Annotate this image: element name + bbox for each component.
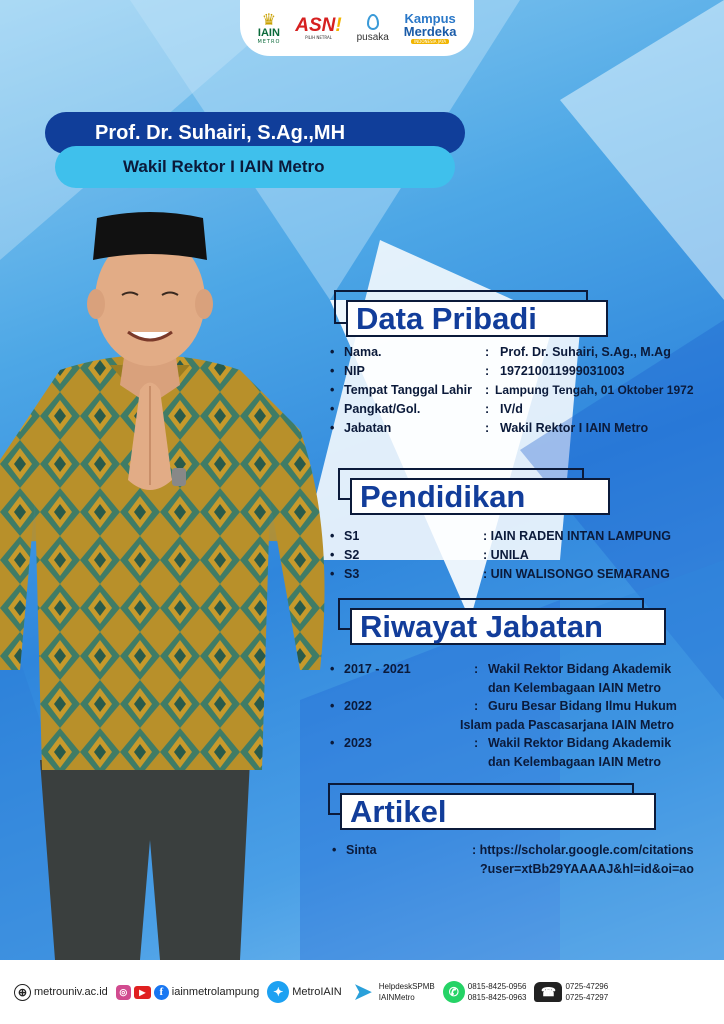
asn-logo-sub: PILIH NETRAL: [305, 35, 332, 40]
twitter-handle: MetroIAIN: [292, 986, 342, 998]
data-pribadi-title: Data Pribadi: [356, 301, 537, 336]
facebook-icon: f: [154, 985, 169, 1000]
kampus-merdeka-logo: [404, 12, 457, 44]
scholar-link-line2[interactable]: ?user=xtBb29YAAAAJ&hl=id&oi=ao: [480, 862, 694, 876]
pusaka-logo-text: pusaka: [356, 31, 389, 43]
iain-logo-sub: METRO: [257, 38, 281, 45]
telegram-icon: ➤: [353, 979, 372, 1004]
item-value: Wakil Rektor I IAIN Metro: [500, 421, 649, 435]
item-value: IV/d: [500, 402, 523, 416]
scholar-link-line1[interactable]: : https://scholar.google.com/citations: [472, 843, 694, 857]
item-label: Nama.: [344, 345, 382, 359]
item-label: Sinta: [346, 843, 377, 857]
crown-icon: ♛: [261, 9, 277, 29]
drop-icon: [367, 14, 379, 30]
footer-website[interactable]: [14, 984, 108, 1001]
wa-number-2: 0815-8425-0963: [467, 993, 527, 1002]
asn-logo-text: ASN!: [295, 15, 342, 36]
item-label: S2: [344, 548, 360, 562]
riwayat-list: • 2017 - 2021 : Wakil Rektor Bidang Akademik dan Kelembagaan IAIN Metro • 2022 : Guru Besar Bidang Ilmu Hukum Islam pada Pascasarjana IAIN Metro • 2023 : Wakil Rektor Bidang Akademik dan Kelembagaan IAIN Metro: [330, 662, 677, 769]
item-value-line1: Wakil Rektor Bidang Akademik: [488, 662, 672, 676]
website-text: metrouniv.ac.id: [34, 986, 108, 998]
pendidikan-title: Pendidikan: [360, 479, 526, 514]
asn-logo: [295, 16, 341, 40]
footer-bar: [0, 960, 724, 1024]
data-pribadi-list: • Nama. : Prof. Dr. Suhairi, S.Ag., M.Ag • NIP : 197210011999031003 • Tempat Tanggal Lahir : Lampung Tengah, 01 Oktober 1972 • Pangkat/Gol. : IV/d • Jabatan : Wakil Rektor I IAIN Metro: [330, 345, 694, 435]
logo-bar: [240, 0, 474, 56]
item-label: S1: [344, 529, 360, 543]
kampus-merdeka-line1: Kampus: [404, 11, 456, 26]
item-label: Tempat Tanggal Lahir: [344, 383, 473, 397]
item-separator: :: [474, 699, 479, 713]
person-name: Prof. Dr. Suhairi, S.Ag.,MH: [95, 121, 346, 144]
item-separator: :: [485, 364, 490, 378]
item-value-line2: dan Kelembagaan IAIN Metro: [488, 681, 661, 695]
item-separator: :: [485, 402, 490, 416]
item-label: Jabatan: [344, 421, 392, 435]
item-separator: :: [474, 736, 479, 750]
section-riwayat-heading: [338, 598, 666, 646]
item-value: 197210011999031003: [500, 364, 625, 378]
footer-social[interactable]: [116, 985, 259, 1000]
helpdesk-line1: HelpdeskSPMB: [378, 982, 435, 991]
role-banner: [55, 146, 455, 188]
footer-whatsapp[interactable]: [443, 981, 527, 1003]
item-separator: :: [474, 662, 479, 676]
section-artikel-heading: [328, 783, 656, 831]
tel-number-1: 0725-47296: [565, 982, 609, 991]
social-handle: iainmetrolampung: [171, 986, 260, 998]
item-label: Pangkat/Gol.: [344, 402, 421, 416]
helpdesk-text: [379, 981, 435, 1003]
item-separator: :: [485, 421, 490, 435]
item-value-line1: Wakil Rektor Bidang Akademik: [488, 736, 672, 750]
kampus-merdeka-sub: INDONESIA JAYA: [411, 39, 449, 44]
footer-twitter[interactable]: [267, 981, 342, 1003]
item-value: Prof. Dr. Suhairi, S.Ag., M.Ag: [500, 345, 671, 359]
item-value-line2: Islam pada Pascasarjana IAIN Metro: [460, 718, 674, 732]
kampus-merdeka-line2: Merdeka: [403, 24, 457, 39]
globe-icon: ⊕: [14, 984, 31, 1001]
iain-logo-text: IAIN: [257, 26, 280, 39]
tel-number-2: 0725-47297: [565, 993, 609, 1002]
item-label: S3: [344, 567, 360, 581]
iain-logo: [257, 9, 281, 45]
whatsapp-numbers: [468, 981, 527, 1003]
instagram-icon: ◎: [116, 985, 131, 1000]
footer-helpdesk[interactable]: [350, 981, 435, 1003]
item-separator: :: [485, 345, 490, 359]
item-value-line1: Guru Besar Bidang Ilmu Hukum: [488, 699, 677, 713]
section-pendidikan-heading: [338, 468, 610, 516]
item-value-line2: dan Kelembagaan IAIN Metro: [488, 755, 661, 769]
pusaka-logo: [357, 14, 389, 43]
item-separator: :: [485, 383, 490, 397]
twitter-icon: ✦: [267, 981, 289, 1003]
item-value: Lampung Tengah, 01 Oktober 1972: [495, 383, 694, 397]
helpdesk-line2: IAINMetro: [378, 993, 415, 1002]
youtube-icon: ▶: [134, 986, 151, 999]
artikel-list: • Sinta : https://scholar.google.com/citations ?user=xtBb29YAAAAJ&hl=id&oi=ao: [332, 843, 694, 876]
telephone-numbers: [565, 981, 608, 1003]
item-label: 2017 - 2021: [344, 662, 411, 676]
telephone-icon: ☎: [534, 982, 562, 1002]
item-label: NIP: [344, 364, 365, 378]
person-role: Wakil Rektor I IAIN Metro: [123, 157, 325, 176]
item-label: 2023: [344, 736, 372, 750]
footer-telephone[interactable]: [534, 981, 608, 1003]
section-data-pribadi-heading: [334, 290, 608, 338]
item-value: : UIN WALISONGO SEMARANG: [483, 567, 670, 581]
item-value: : IAIN RADEN INTAN LAMPUNG: [483, 529, 671, 543]
riwayat-title: Riwayat Jabatan: [360, 609, 603, 644]
artikel-title: Artikel: [350, 794, 447, 829]
wa-number-1: 0815-8425-0956: [467, 982, 527, 991]
portrait-photo: [0, 200, 340, 960]
whatsapp-icon: ✆: [443, 981, 465, 1003]
item-label: 2022: [344, 699, 372, 713]
pendidikan-list: • S1 : IAIN RADEN INTAN LAMPUNG • S2 : UNILA • S3 : UIN WALISONGO SEMARANG: [330, 529, 671, 581]
item-value: : UNILA: [483, 548, 529, 562]
